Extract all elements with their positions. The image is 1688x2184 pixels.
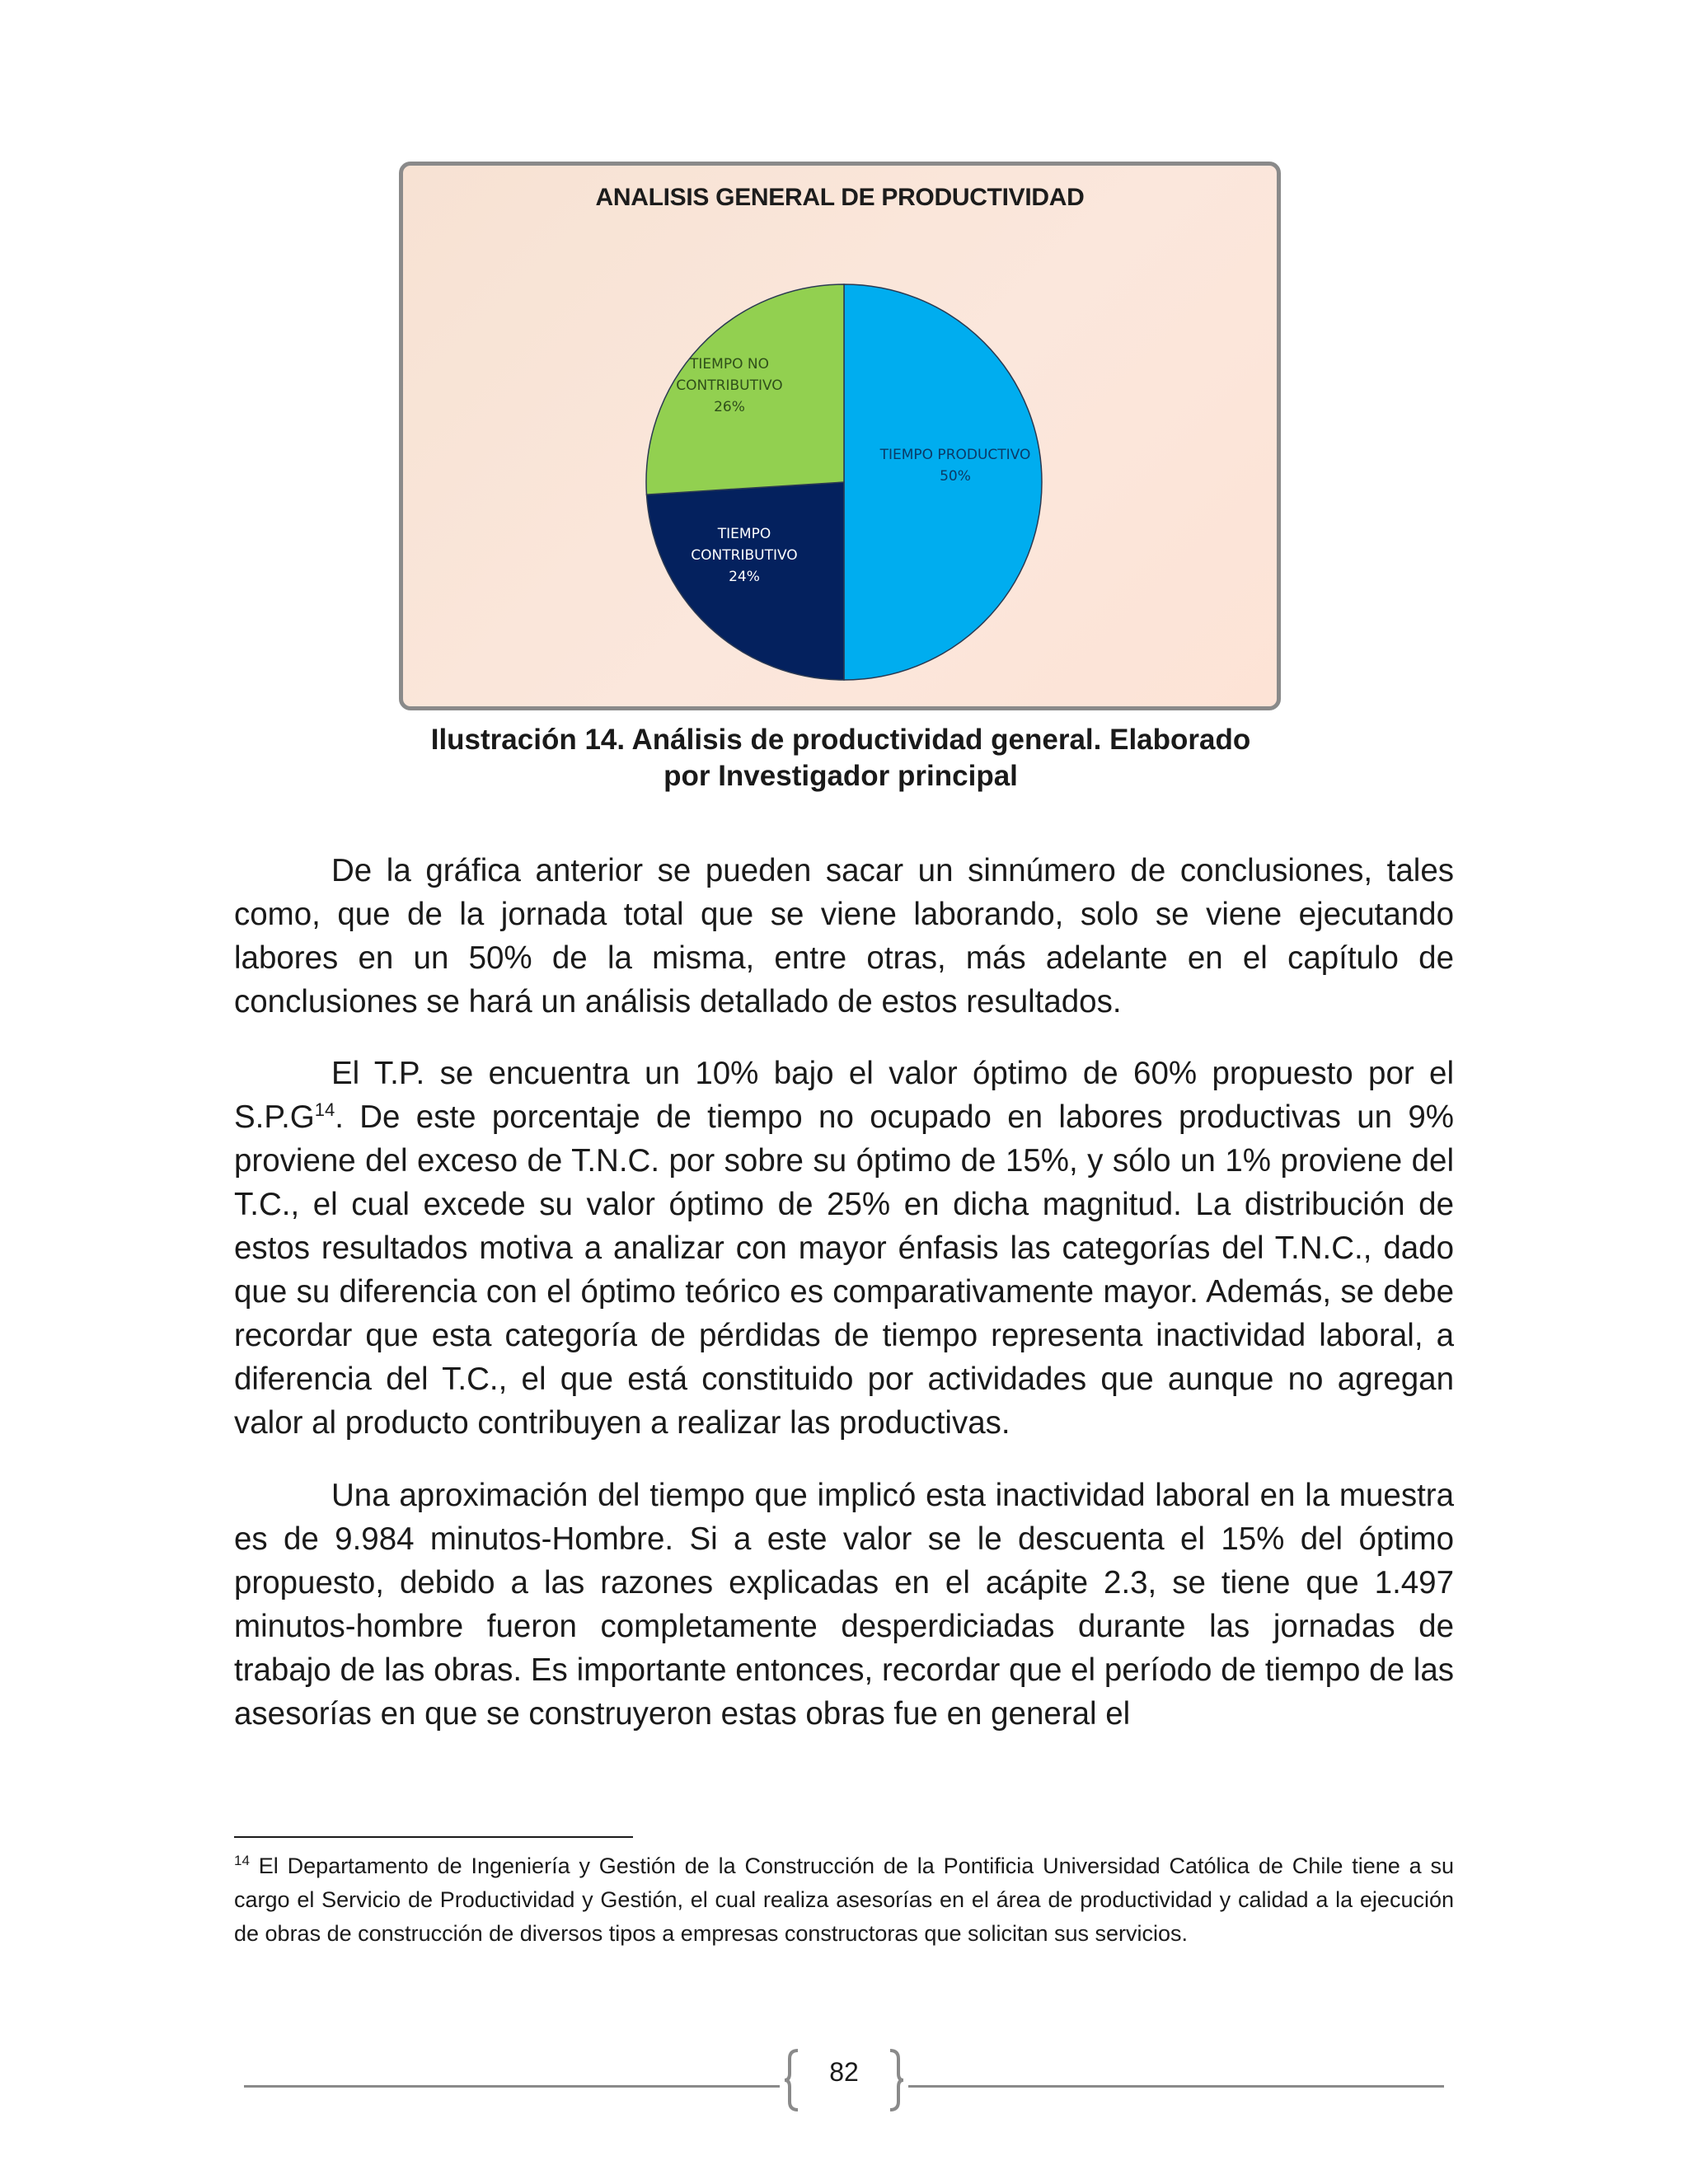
body-paragraph-3 xyxy=(234,1474,1454,1736)
pie-chart xyxy=(403,166,1277,706)
footer-rule-left xyxy=(244,2085,780,2088)
paragraph-text: De la gráfica anterior se pueden sacar un sinnúmero de conclusiones, tales como, que de la jornada total que se viene laborando, solo se viene ejecutando labores en un 50% de la misma, entre otras, más adelante en el capítulo de conclusiones se hará un análisis detallado de estos resultados. xyxy=(234,853,1454,1019)
paragraph-text-before-ref: El T.P. se encuentra un 10% bajo el valor óptimo de 60% propuesto por el S.P.G xyxy=(234,1056,1454,1135)
footnote-number: 14 xyxy=(234,1853,250,1868)
paragraph-text-after-ref: . De este porcentaje de tiempo no ocupado en labores productivas un 9% proviene del exceso de T.N.C. por sobre su óptimo de 15%, y sólo un 1% proviene del T.C., el cual excede su valor óptimo de 25% en dicha magnitud. La distribución de estos resultados motiva a analizar con mayor énfasis las categorías del T.N.C., dado que su diferencia con el óptimo teórico es comparativamente mayor. Además, se debe recordar que esta categoría de pérdidas de tiempo representa inactividad laboral, a diferencia del T.C., el que está constituido por actividades que aunque no agregan valor al producto contribuyen a realizar las productivas. xyxy=(234,1099,1454,1441)
chart-frame xyxy=(399,162,1281,710)
footnote-separator xyxy=(234,1836,633,1838)
body-paragraph-2 xyxy=(234,1052,1454,1445)
footer-rule-right xyxy=(908,2085,1444,2088)
slice-label-tiempo-no-contributivo: TIEMPO NO CONTRIBUTIVO 26% xyxy=(676,356,783,415)
footnote xyxy=(234,1849,1454,1951)
figure-caption-line-2: por Investigador principal xyxy=(663,760,1018,792)
footnote-reference: 14 xyxy=(314,1099,335,1121)
slice-label-tiempo-contributivo: TIEMPO CONTRIBUTIVO 24% xyxy=(691,526,798,585)
slice-label-tiempo-productivo: TIEMPO PRODUCTIVO 50% xyxy=(879,447,1031,485)
page-number: 82 xyxy=(829,2057,859,2087)
paragraph-text: Una aproximación del tiempo que implicó esta inactividad laboral en la muestra es de 9.984 minutos-Hombre. Si a este valor se le descuenta el 15% del óptimo propuesto, debido a las razones explicadas en el acápite 2.3, se tiene que 1.497 minutos-hombre fueron completamente desperdiciadas durante las jornadas de trabajo de las obras. Es importante entonces, recordar que el período de tiempo de las asesorías en que se construyeron estas obras fue en general el xyxy=(234,1478,1454,1732)
chart-title: ANALISIS GENERAL DE PRODUCTIVIDAD xyxy=(595,184,1085,211)
footnote-text: El Departamento de Ingeniería y Gestión de la Construcción de la Pontificia Universidad Católica de Chile tiene a su cargo el Servicio de Productividad y Gestión, el cual realiza asesorías en el área de productividad y calidad a la ejecución de obras de construcción de diversos tipos a empresas constructoras que solicitan sus servicios. xyxy=(234,1854,1454,1946)
figure-caption-line-1: Ilustración 14. Análisis de productividad general. Elaborado xyxy=(430,724,1251,756)
body-paragraph-1 xyxy=(234,849,1454,1024)
